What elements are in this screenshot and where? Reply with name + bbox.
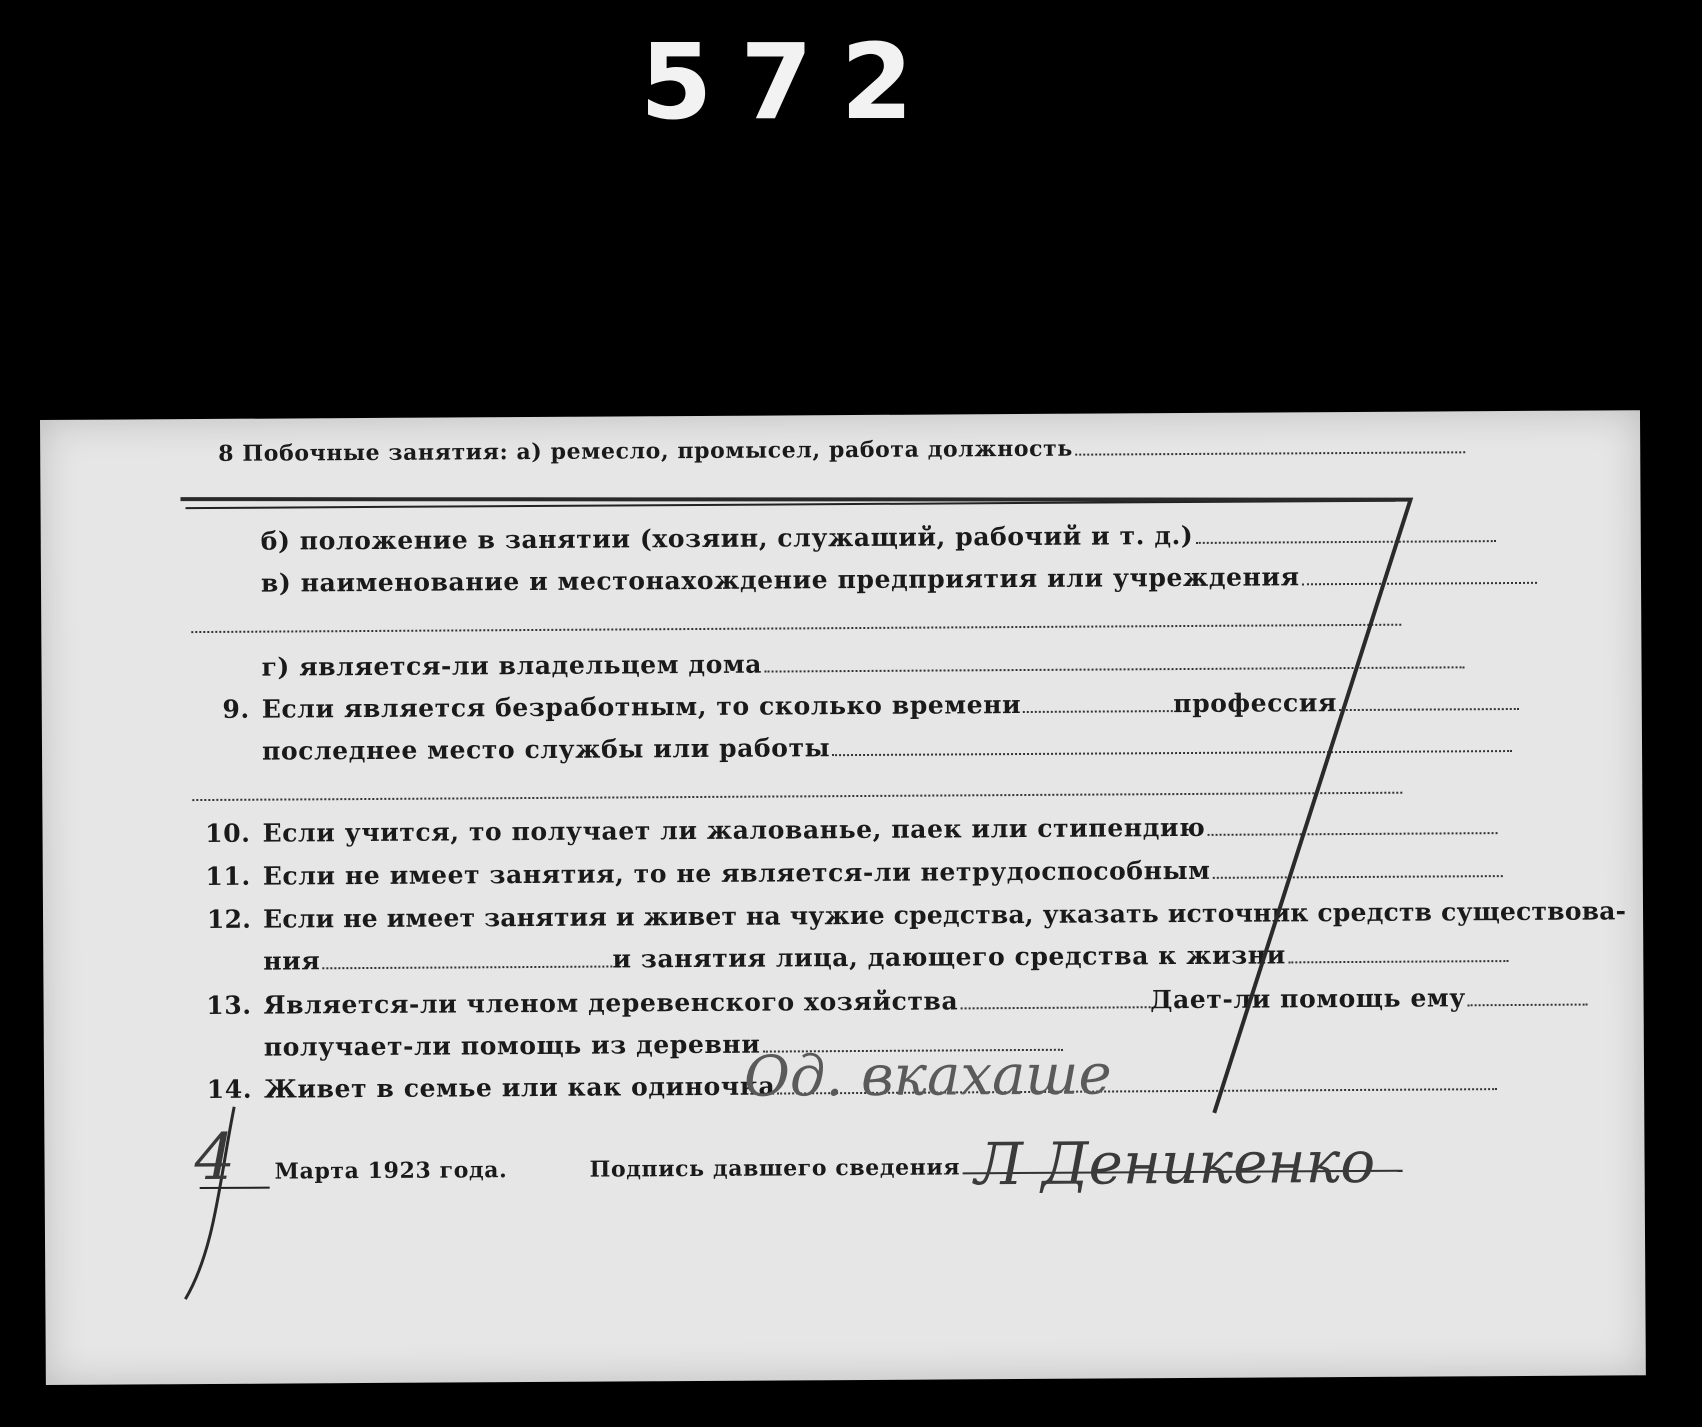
item-13-recv-blank: [762, 1047, 1062, 1053]
item-9-last-blank: [832, 748, 1512, 756]
item-11-blank: [1213, 873, 1503, 879]
item-14-number: 14.: [206, 1074, 253, 1104]
date-label: Марта 1923 года.: [274, 1157, 508, 1185]
item-10-blank: [1207, 830, 1497, 836]
item-8a-blank: [1075, 449, 1465, 455]
item-9-number: 9.: [222, 694, 250, 724]
item-12-row: [201, 896, 1626, 935]
item-8g-label: г) является-ли владельцем дома: [261, 649, 763, 682]
item-10-number: 10.: [205, 818, 251, 848]
item-13-label: Является-ли членом деревенского хозяйства: [263, 986, 959, 1020]
item-12-blank-b: [1288, 958, 1508, 963]
item-13-help-blank: [1468, 1002, 1588, 1007]
item-10-row: [200, 811, 1497, 849]
item-13-recv-label: получает-ли помощь из деревни: [263, 1029, 761, 1062]
item-8v-label: в) наименование и местонахождение предприятия или учреждения: [260, 562, 1300, 598]
item-12-cont-b: и занятия лица, дающего средства к жизни: [612, 940, 1286, 974]
item-8v-blank: [1302, 580, 1537, 585]
signature-blank: [962, 1168, 1402, 1175]
item-14-row: [202, 1067, 1497, 1105]
item-8a-continuation-line: [186, 500, 1396, 509]
item-13-row: [201, 983, 1587, 1021]
item-13-help-label: Дает-ли помощь ему: [1150, 983, 1466, 1015]
item-12-cont-row: [263, 939, 1508, 977]
item-8a-label: 8 Побочные занятия: а) ремесло, промысел, работа должность: [218, 435, 1073, 467]
item-13-number: 13.: [206, 990, 252, 1020]
item-12-label: Если не имеет занятия и живет на чужие средства, указать источник средств существова-: [262, 896, 1627, 934]
item-8v-continuation-line: [191, 624, 1401, 633]
item-9-last-row: [262, 729, 1512, 767]
item-14-label: Живет в семье или как одиночка: [264, 1071, 776, 1104]
item-11-label: Если не имеет занятия, то не является-ли нетрудоспособным: [262, 855, 1211, 891]
item-11-number: 11.: [205, 861, 251, 891]
item-8g-row: [261, 645, 1464, 682]
date-row: [275, 1155, 508, 1186]
questionnaire-card: [40, 410, 1646, 1385]
item-11-row: [201, 854, 1503, 892]
item-9-row: [200, 687, 1519, 725]
signature-row: [589, 1150, 1402, 1185]
item-8b-blank: [1195, 538, 1495, 544]
item-8b-row: [261, 519, 1496, 557]
handwritten-answer-14: Од. вкахаше: [743, 1042, 1112, 1110]
date-day-line: [200, 1187, 270, 1189]
item-9-time-blank: [1023, 708, 1173, 713]
archive-page-number: 572: [640, 21, 942, 143]
item-13-blank: [960, 1004, 1150, 1009]
item-8g-blank: [764, 664, 1464, 672]
item-9-label: Если является безработным, то сколько времени: [261, 690, 1022, 724]
item-12-cont-a: ния: [263, 946, 321, 976]
item-9-profession-blank: [1339, 706, 1519, 711]
item-13-recv-row: [264, 1028, 1063, 1063]
item-9-profession-label: профессия: [1173, 688, 1338, 719]
item-8a-row: [218, 431, 1465, 469]
item-8b-label: б) положение в занятии (хозяин, служащий, рабочий и т. д.): [260, 520, 1194, 556]
item-8v-row: [261, 561, 1537, 599]
item-12-number: 12.: [206, 904, 252, 934]
date-flourish-stroke: [184, 1107, 235, 1299]
handwritten-date-day: 4: [194, 1120, 236, 1196]
signature-label: Подпись давшего сведения: [589, 1154, 961, 1183]
item-10-label: Если учится, то получает ли жалованье, паек или стипендию: [262, 812, 1206, 848]
item-9-last-label: последнее место службы или работы: [261, 733, 831, 766]
handwritten-signature: Л Деникенко: [974, 1127, 1376, 1199]
item-12-blank-a: [322, 964, 612, 970]
item-9-continuation-line: [192, 792, 1402, 801]
item-14-blank: [777, 1086, 1497, 1094]
